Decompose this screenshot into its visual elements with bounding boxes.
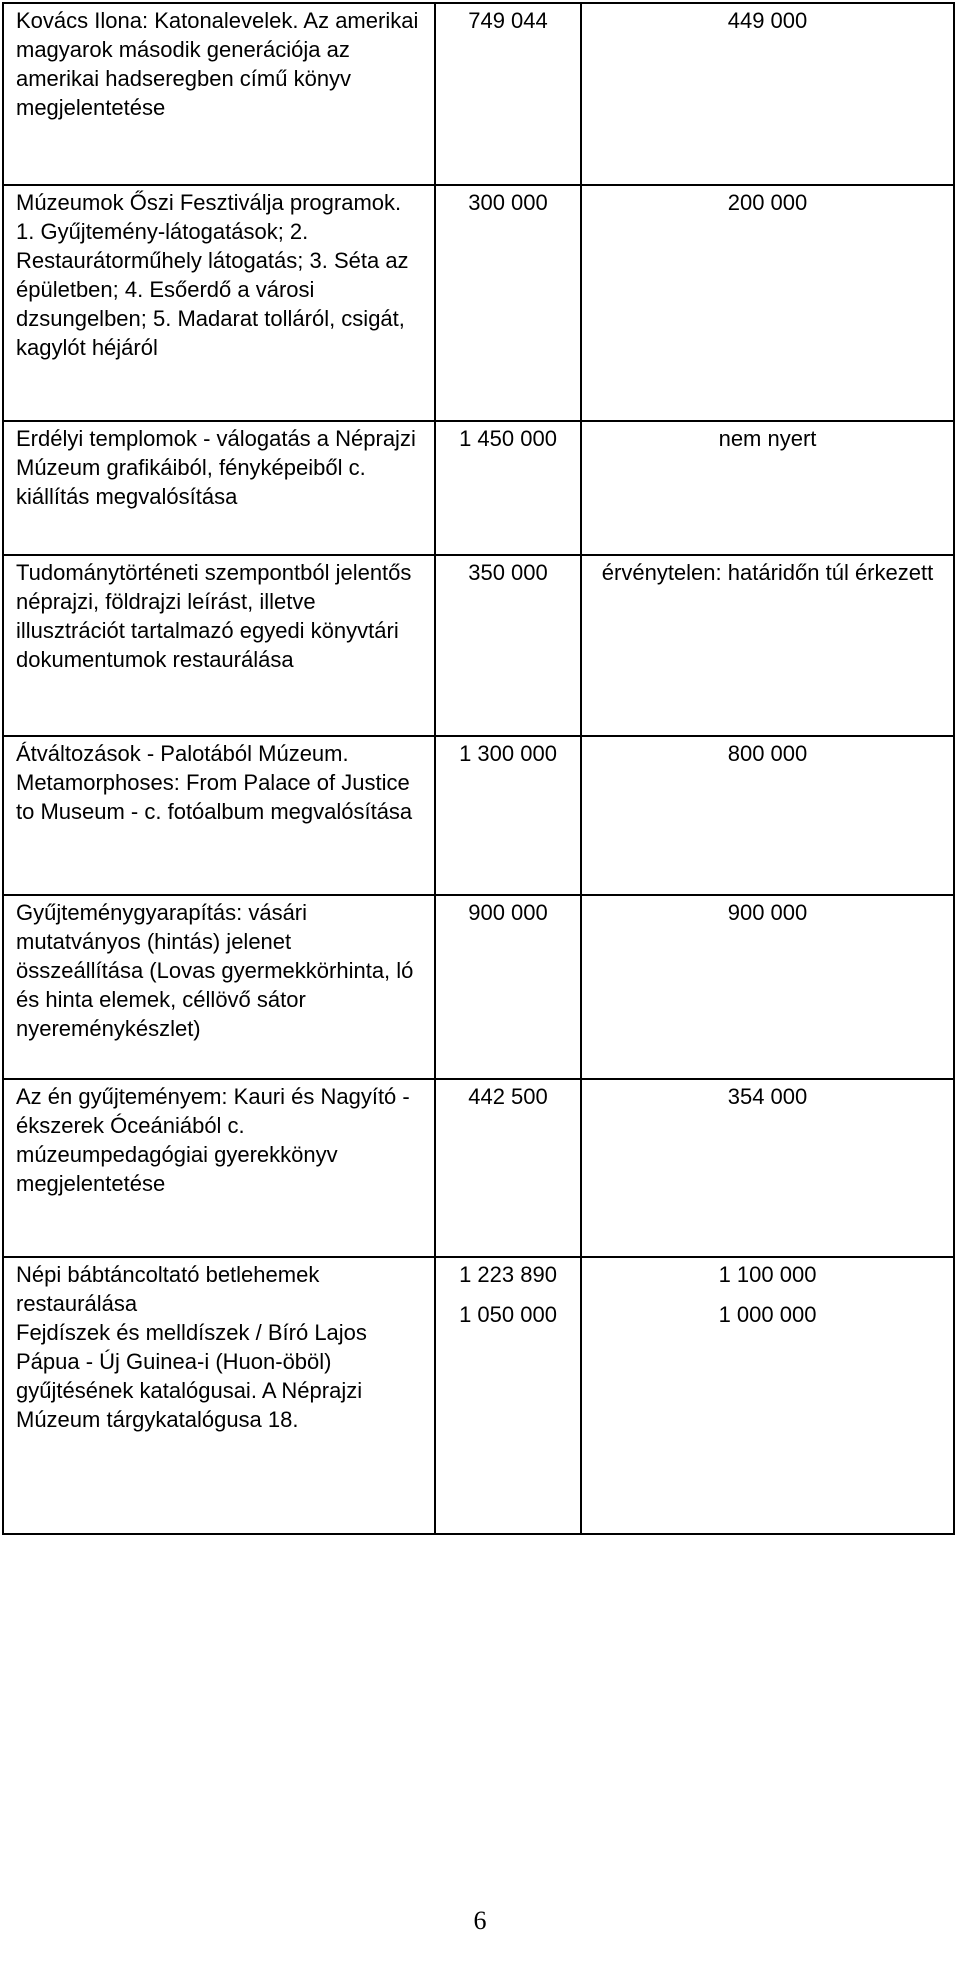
requested-amount-cell: 1 300 000 [435, 736, 581, 895]
description-cell: Erdélyi templomok - válogatás a Néprajzi Múzeum grafikáiból, fényképeiből c. kiállítás megvalósítása [3, 421, 435, 555]
description-line: Fejdíszek és melldíszek / Bíró Lajos Pápua - Új Guinea-i (Huon-öböl) gyűjtésének katalógusai. A Néprajzi Múzeum tárgykatalógusa 18. [16, 1320, 367, 1432]
awarded-amount: 1 000 000 [718, 1302, 817, 1327]
spacer [448, 1289, 568, 1300]
page-number: 6 [473, 1906, 487, 1935]
requested-amount-cell: 900 000 [435, 895, 581, 1079]
awarded-amount: 1 100 000 [718, 1262, 817, 1287]
requested-amount-cell: 749 044 [435, 3, 581, 185]
requested-amount-cell [435, 1257, 581, 1534]
requested-amount-cell: 1 450 000 [435, 421, 581, 555]
awarded-amount-cell: 449 000 [581, 3, 954, 185]
awarded-amount-cell: 200 000 [581, 185, 954, 421]
table-row [3, 555, 954, 736]
table-row [3, 736, 954, 895]
requested-amount: 1 223 890 [459, 1262, 557, 1287]
awarded-amount-cell: 900 000 [581, 895, 954, 1079]
description-cell: Kovács Ilona: Katonalevelek. Az amerikai magyarok második generációja az amerikai hadseregben című könyv megjelentetése [3, 3, 435, 185]
description-cell: Az én gyűjteményem: Kauri és Nagyító - ékszerek Óceániából c. múzeumpedagógiai gyerekkönyv megjelentetése [3, 1079, 435, 1257]
requested-amount-cell: 442 500 [435, 1079, 581, 1257]
awarded-amount-cell: 800 000 [581, 736, 954, 895]
awarded-amount-cell: nem nyert [581, 421, 954, 555]
requested-amount-cell: 300 000 [435, 185, 581, 421]
table-row [3, 421, 954, 555]
description-cell: Múzeumok Őszi Fesztiválja programok. 1. Gyűjtemény-látogatások; 2. Restaurátorműhely látogatás; 3. Séta az épületben; 4. Esőerdő a városi dzsungelben; 5. Madarat tolláról, csigát, kagylót héjáról [3, 185, 435, 421]
awarded-amount-cell: érvénytelen: határidőn túl érkezett [581, 555, 954, 736]
description-cell [3, 1257, 435, 1534]
table-row [3, 185, 954, 421]
awarded-amount-cell: 354 000 [581, 1079, 954, 1257]
description-cell: Átváltozások - Palotából Múzeum. Metamorphoses: From Palace of Justice to Museum - c. fotóalbum megvalósítása [3, 736, 435, 895]
description-line: Népi bábtáncoltató betlehemek restaurálása [16, 1262, 320, 1316]
grant-table [2, 2, 955, 1535]
description-cell: Tudománytörténeti szempontból jelentős néprajzi, földrajzi leírást, illetve illusztrációt tartalmazó egyedi könyvtári dokumentumok restaurálása [3, 555, 435, 736]
table-row [3, 1079, 954, 1257]
requested-amount: 1 050 000 [459, 1302, 557, 1327]
table-row [3, 1257, 954, 1534]
requested-amount-cell: 350 000 [435, 555, 581, 736]
awarded-amount-cell [581, 1257, 954, 1534]
spacer [594, 1289, 941, 1300]
table-row [3, 3, 954, 185]
table-row [3, 895, 954, 1079]
description-cell: Gyűjteménygyarapítás: vásári mutatványos (hintás) jelenet összeállítása (Lovas gyermekkörhinta, ló és hinta elemek, céllövő sátor nyereménykészlet) [3, 895, 435, 1079]
